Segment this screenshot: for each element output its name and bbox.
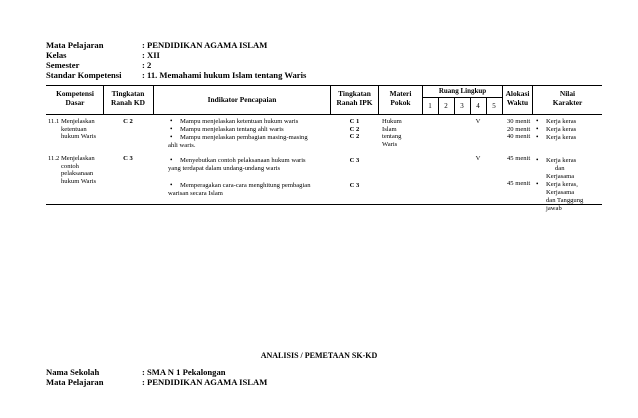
- cell-text: 11.2 Menjelaskan: [48, 155, 95, 162]
- nilai-item: [546, 181, 578, 189]
- header-row-class: [46, 50, 160, 60]
- ruang-lingkup-1: 1: [428, 102, 432, 110]
- header-nilai: [533, 89, 602, 107]
- header-label: Kelas: [46, 50, 67, 60]
- header-materi: [379, 89, 422, 107]
- indikator-text: Mampu menjelaskan tentang ahli waris: [180, 126, 284, 133]
- nilai-continuation: dan: [555, 165, 565, 172]
- header-indikator: Indikator Pencapaian: [207, 95, 277, 104]
- indikator-item: [180, 182, 311, 190]
- cell-text: pelaksanaan: [61, 170, 94, 178]
- header-row-subject: [46, 40, 267, 50]
- nilai-item: [546, 126, 576, 134]
- indikator-continuation: warisan secara Islam: [168, 190, 223, 197]
- header-value: : 11. Memahami hukum Islam tentang Waris: [142, 70, 307, 80]
- cell-text: Waris: [382, 140, 398, 148]
- header-text: Kompetensi: [56, 89, 94, 98]
- header-tingkatan-kd: [104, 89, 152, 107]
- cell-text: C 2: [349, 125, 360, 133]
- header-label: Mata Pelajaran: [46, 40, 104, 50]
- header-text: Tingkatan: [338, 89, 371, 98]
- nilai-continuation: Kerjasama: [546, 173, 575, 180]
- header-row-semester: [46, 60, 151, 70]
- header-ruang-lingkup: Ruang Lingkup: [438, 87, 487, 95]
- nilai-text: Kerja keras: [546, 118, 577, 125]
- indikator-item: [180, 126, 284, 134]
- header-text: Materi: [389, 89, 412, 98]
- cell-text: 11.1 Menjelaskan: [48, 118, 95, 125]
- analysis-title: ANALISIS / PEMETAAN SK-KD: [260, 351, 378, 360]
- footer-value: : PENDIDIKAN AGAMA ISLAM: [142, 377, 268, 387]
- tingkatan-ipk-cell: C 3: [349, 157, 360, 164]
- materi-cell: [382, 118, 402, 148]
- indikator-text: Menyebutkan contoh pelaksanaan hukum waris: [180, 157, 306, 164]
- indikator-text: Memperagakan cara-cara menghitung pembagian: [180, 182, 311, 189]
- ruang-lingkup-divider: [422, 97, 502, 98]
- header-text: Pokok: [390, 98, 411, 107]
- header-label: Semester: [46, 60, 80, 70]
- ruang-lingkup-2: 2: [444, 102, 448, 110]
- tingkatan-ipk-cell: [331, 118, 378, 141]
- header-text: Ranah KD: [111, 98, 145, 107]
- cell-text: C 2: [349, 133, 360, 141]
- table-bottom-border: [46, 204, 602, 205]
- header-label: Standar Kompetensi: [46, 70, 122, 80]
- nilai-text: Kerja keras: [546, 134, 577, 141]
- footer-label: Nama Sekolah: [46, 367, 100, 377]
- header-text: Karakter: [552, 98, 583, 107]
- tingkatan-kd-cell: C 2: [123, 118, 133, 125]
- indikator-text: Mampu menjelaskan pembagian masing-masing: [180, 134, 308, 141]
- nilai-continuation: Kerjasama: [546, 189, 575, 196]
- header-alokasi: [503, 89, 532, 107]
- nilai-text: Kerja keras,: [546, 181, 578, 188]
- table-header-bottom-border: [46, 114, 602, 115]
- header-kompetensi: [48, 89, 102, 107]
- table-top-border: [46, 85, 602, 86]
- cell-text: Hukum: [382, 118, 402, 125]
- footer-value: : SMA N 1 Pekalongan: [142, 367, 226, 377]
- indikator-continuation: ahli waris.: [168, 142, 196, 149]
- nilai-item: [546, 134, 576, 142]
- cell-text: contoh: [61, 162, 79, 170]
- indikator-item: [180, 157, 306, 165]
- alokasi-cell: [507, 118, 530, 141]
- header-tingkatan-ipk: [331, 89, 378, 107]
- kompetensi-cell: [48, 118, 96, 141]
- alokasi-cell: 45 menit: [507, 180, 531, 187]
- indikator-text: Mampu menjelaskan ketentuan hukum waris: [180, 118, 299, 125]
- header-value: : 2: [142, 60, 152, 70]
- header-text: Waktu: [506, 98, 529, 107]
- ruang-lingkup-5: 5: [492, 102, 496, 110]
- header-text: Nilai: [559, 89, 576, 98]
- header-text: Ranah IPK: [336, 98, 373, 107]
- nilai-continuation: jawab: [546, 205, 562, 212]
- footer-row-school: [46, 367, 226, 377]
- nilai-text: Kerja keras: [546, 157, 577, 164]
- ruang-lingkup-mark: V: [475, 118, 481, 125]
- footer-row-subject: [46, 377, 267, 387]
- cell-text: hukum Waris: [61, 177, 97, 185]
- nilai-text: Kerja keras: [546, 126, 577, 133]
- nilai-item: [546, 118, 576, 126]
- cell-text: hukum Waris: [61, 133, 97, 141]
- tingkatan-kd-cell: C 3: [123, 155, 133, 162]
- cell-text: 30 menit: [507, 118, 531, 125]
- indikator-continuation: yang terdapat dalam undang-undang waris: [168, 165, 281, 172]
- header-text: Alokasi: [505, 89, 530, 98]
- cell-text: C 1: [349, 118, 360, 125]
- tingkatan-ipk-cell: C 3: [349, 182, 360, 189]
- ruang-lingkup-3: 3: [460, 102, 464, 110]
- cell-text: Islam: [382, 125, 397, 133]
- indikator-item: [180, 134, 308, 142]
- header-row-competency-standard: [46, 70, 306, 80]
- nilai-continuation: dan Tanggung: [546, 197, 584, 204]
- alokasi-cell: 45 menit: [507, 155, 531, 162]
- ruang-lingkup-mark: V: [475, 155, 481, 162]
- footer-label: Mata Pelajaran: [46, 377, 104, 387]
- cell-text: 20 menit: [507, 125, 531, 133]
- indikator-item: [180, 118, 298, 126]
- cell-text: tentang: [382, 133, 402, 141]
- nilai-item: [546, 157, 576, 165]
- header-text: Tingkatan: [111, 89, 145, 98]
- cell-text: 40 menit: [507, 133, 531, 141]
- ruang-lingkup-4: 4: [476, 102, 480, 110]
- kompetensi-cell: [48, 155, 96, 185]
- header-value: : PENDIDIKAN AGAMA ISLAM: [142, 40, 268, 50]
- header-text: Dasar: [65, 98, 85, 107]
- header-value: : XII: [142, 50, 160, 60]
- cell-text: ketentuan: [61, 125, 87, 133]
